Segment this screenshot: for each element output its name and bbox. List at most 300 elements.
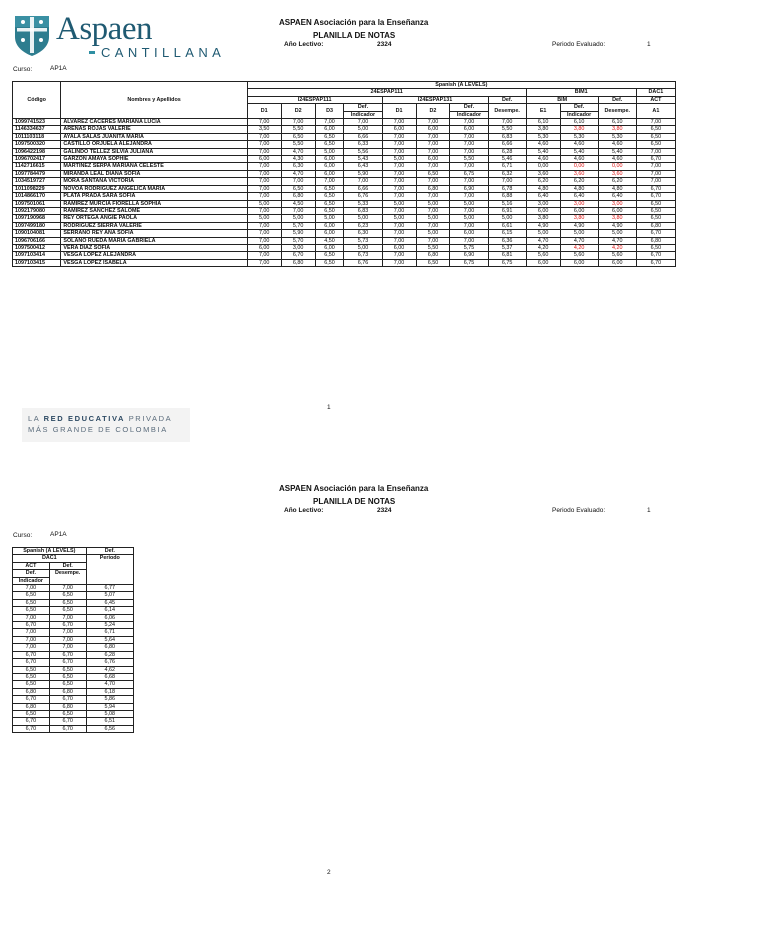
shield-icon: [12, 13, 52, 57]
grade-cell: 3,00: [598, 200, 636, 207]
grade-cell: 6,50: [315, 133, 344, 140]
grade-cell: 6,51: [86, 718, 133, 725]
grade-cell: 5,00: [560, 230, 598, 237]
grade-cell: 6,20: [526, 178, 560, 185]
grade-cell: 4,50: [315, 237, 344, 244]
grade-cell: 6,70: [13, 651, 50, 658]
grade-cell: 6,66: [344, 133, 382, 140]
grade-cell: 5,70: [281, 237, 315, 244]
student-name: VESGA LOPEZ ISABELA: [61, 259, 247, 266]
grade-cell: 6,10: [598, 119, 636, 126]
grade-cell: 3,00: [526, 200, 560, 207]
grade-cell: 6,43: [344, 163, 382, 170]
student-code: 1097500320: [13, 141, 61, 148]
grade-cell: 6,50: [49, 599, 86, 606]
student-code: 1011103118: [13, 133, 61, 140]
grade-cell: 6,28: [488, 148, 526, 155]
grade-cell: 7,00: [315, 178, 344, 185]
grade-cell: 6,50: [315, 259, 344, 266]
col-nombre: Nombres y Apellidos: [61, 82, 247, 119]
grade-cell: 5,33: [344, 200, 382, 207]
grade-cell: 6,50: [13, 607, 50, 614]
grade-cell: 7,00: [488, 119, 526, 126]
grade-cell: 7,00: [636, 178, 675, 185]
grade-cell: 5,70: [281, 222, 315, 229]
grade-cell: 6,50: [49, 666, 86, 673]
grade-cell: 4,60: [526, 141, 560, 148]
grade-cell: 5,40: [598, 148, 636, 155]
grade-cell: 5,00: [281, 215, 315, 222]
grade-cell: 5,46: [488, 156, 526, 163]
grade-cell: 6,70: [636, 252, 675, 259]
grade-cell: 6,70: [49, 718, 86, 725]
grade-cell: 5,00: [247, 200, 281, 207]
table-row: [13, 200, 676, 207]
grade-cell: 4,80: [598, 185, 636, 192]
grade-cell: 4,70: [281, 148, 315, 155]
grade-cell: 7,00: [247, 193, 281, 200]
student-code: 1096706166: [13, 237, 61, 244]
student-code: 1097190968: [13, 215, 61, 222]
grade-cell: 7,00: [450, 207, 488, 214]
table-row: [13, 688, 134, 695]
grade-cell: 6,70: [49, 622, 86, 629]
grade-cell: 6,00: [315, 230, 344, 237]
table-row: [13, 207, 676, 214]
col-codigo: Código: [13, 82, 61, 119]
grade-cell: 6,76: [86, 659, 133, 666]
year-value: 2324: [377, 41, 392, 48]
grade-cell: 7,00: [382, 237, 416, 244]
table-row: [13, 119, 676, 126]
year-value-p2: 2324: [377, 507, 392, 514]
course-value-p2: AP1A: [50, 531, 67, 538]
grade-cell: 5,00: [450, 200, 488, 207]
student-code: 1097501061: [13, 200, 61, 207]
org-name-p2: ASPAEN Asociación para la Enseñanza: [279, 484, 429, 493]
student-name: VESGA LOPEZ ALEJANDRA: [61, 252, 247, 259]
grade-cell: 6,32: [488, 170, 526, 177]
grade-cell: 7,00: [247, 207, 281, 214]
grade-cell: 5,40: [526, 148, 560, 155]
grade-cell: 6,50: [416, 170, 450, 177]
grade-cell: 6,70: [49, 659, 86, 666]
col-desempe-p2: Desempe.: [49, 570, 86, 585]
col-def: Def.: [488, 96, 526, 103]
grade-cell: 5,50: [416, 244, 450, 251]
grade-cell: 6,50: [281, 185, 315, 192]
grade-cell: 5,75: [450, 244, 488, 251]
col-desempe: Desempe.: [488, 104, 526, 119]
grade-cell: 7,00: [382, 230, 416, 237]
col-def-top: Def.: [86, 548, 133, 555]
grade-cell: 5,37: [488, 244, 526, 251]
period-value-p2: 1: [647, 507, 651, 514]
grade-cell: 7,00: [636, 148, 675, 155]
grade-cell: 6,00: [247, 156, 281, 163]
student-code: 1034519727: [13, 178, 61, 185]
grade-cell: 7,00: [382, 119, 416, 126]
grade-cell: 6,83: [488, 133, 526, 140]
grade-cell: 4,30: [281, 156, 315, 163]
grade-cell: 6,75: [450, 170, 488, 177]
table-row: [13, 607, 134, 614]
grade-cell: 6,10: [560, 119, 598, 126]
grade-cell: 6,50: [315, 193, 344, 200]
grade-cell: 5,00: [382, 200, 416, 207]
grade-cell: 6,40: [560, 193, 598, 200]
logo-wordmark: Aspaen: [56, 11, 152, 47]
table-row: [13, 222, 676, 229]
grade-cell: 6,00: [315, 244, 344, 251]
grade-cell: 6,20: [598, 178, 636, 185]
grade-cell: 6,70: [13, 718, 50, 725]
grade-cell: 5,90: [344, 170, 382, 177]
grade-cell: 7,00: [416, 222, 450, 229]
grade-cell: 6,14: [86, 607, 133, 614]
grade-cell: 6,00: [526, 207, 560, 214]
grade-cell: 6,00: [526, 259, 560, 266]
subject-header: Spanish (A LEVELS): [247, 82, 675, 89]
grade-cell: 6,75: [450, 259, 488, 266]
grade-cell: 7,00: [247, 237, 281, 244]
grade-cell: 6,77: [86, 585, 133, 592]
student-name: PLATA PRADA SARA SOFIA: [61, 193, 247, 200]
student-code: 1099741523: [13, 119, 61, 126]
grade-cell: 6,71: [488, 163, 526, 170]
grade-cell: 6,80: [49, 703, 86, 710]
grade-cell: 6,20: [560, 178, 598, 185]
grade-cell: 7,00: [382, 148, 416, 155]
table-row: [13, 666, 134, 673]
grade-cell: 7,00: [416, 133, 450, 140]
grade-cell: 6,70: [636, 185, 675, 192]
grade-cell: 7,00: [382, 207, 416, 214]
page-title-p2: PLANILLA DE NOTAS: [313, 497, 396, 506]
grade-cell: 4,60: [560, 156, 598, 163]
grade-cell: 5,00: [416, 200, 450, 207]
grade-cell: 5,56: [344, 148, 382, 155]
grade-cell: 5,50: [281, 126, 315, 133]
col-d3: D3: [315, 104, 344, 119]
col-indicador-b: Indicador: [450, 111, 488, 118]
grade-cell: 6,00: [247, 244, 281, 251]
grade-cell: 5,50: [488, 126, 526, 133]
grade-cell: 5,60: [560, 252, 598, 259]
grade-cell: 7,00: [247, 185, 281, 192]
grade-cell: 4,70: [281, 170, 315, 177]
grade-cell: 6,70: [49, 725, 86, 732]
grade-cell: 3,80: [560, 215, 598, 222]
student-code: 1092179080: [13, 207, 61, 214]
grade-cell: 5,30: [598, 133, 636, 140]
grade-cell: 4,20: [598, 244, 636, 251]
student-code: 1097500412: [13, 244, 61, 251]
grade-cell: 4,90: [560, 222, 598, 229]
grade-cell: 6,80: [13, 703, 50, 710]
grade-cell: 4,70: [86, 681, 133, 688]
grade-cell: 5,73: [344, 237, 382, 244]
grade-cell: 6,00: [315, 156, 344, 163]
table-row: [13, 644, 134, 651]
grade-cell: 6,36: [488, 237, 526, 244]
grade-cell: 5,00: [488, 215, 526, 222]
grade-cell: 7,00: [636, 119, 675, 126]
grade-cell: 5,60: [526, 252, 560, 259]
grade-cell: 6,06: [86, 614, 133, 621]
grade-cell: 6,00: [416, 156, 450, 163]
grade-cell: 7,00: [49, 636, 86, 643]
grade-cell: 6,50: [636, 207, 675, 214]
grade-cell: 6,18: [86, 688, 133, 695]
table-row: [13, 133, 676, 140]
student-name: RAMIREZ MURCIA FIORELLA SOPHIA: [61, 200, 247, 207]
student-name: RODRIGUEZ SIERRA VALERIE: [61, 222, 247, 229]
table-row: [13, 673, 134, 680]
grade-cell: 6,76: [344, 193, 382, 200]
grade-cell: 7,00: [13, 614, 50, 621]
grade-cell: 7,00: [450, 148, 488, 155]
grade-cell: 7,00: [382, 141, 416, 148]
table-row: [13, 185, 676, 192]
grade-cell: 5,00: [344, 215, 382, 222]
grade-cell: 6,15: [488, 230, 526, 237]
footer-bold: RED EDUCATIVA: [43, 414, 126, 423]
grade-cell: 0,00: [598, 163, 636, 170]
logo-accent-bar: [89, 51, 95, 54]
grade-cell: 0,00: [560, 163, 598, 170]
student-name: NOVOA RODRIGUEZ ANGELICA MARIA: [61, 185, 247, 192]
grade-cell: 5,64: [86, 636, 133, 643]
footer-line-1: [28, 414, 172, 423]
grade-cell: 6,70: [49, 651, 86, 658]
table-row: [13, 703, 134, 710]
year-label-p2: Año Lectivo:: [284, 507, 324, 514]
col-indicador-p2: Indicador: [13, 577, 50, 584]
table-row: [13, 629, 134, 636]
grade-cell: 3,50: [247, 126, 281, 133]
table-row: [13, 681, 134, 688]
table-row: [13, 193, 676, 200]
grade-cell: 7,00: [382, 259, 416, 266]
grade-cell: 5,40: [560, 148, 598, 155]
grade-cell: 7,00: [49, 614, 86, 621]
subject-header-p2: Spanish (A LEVELS): [13, 548, 87, 555]
student-name: GALINDO TELLEZ SILVIA JULIANA: [61, 148, 247, 155]
grade-cell: 6,90: [450, 185, 488, 192]
grade-cell: 7,00: [247, 133, 281, 140]
student-code: 1090104081: [13, 230, 61, 237]
grade-cell: 3,00: [281, 244, 315, 251]
col-indicador-c: Indicador: [560, 111, 598, 118]
student-name: MIRANDA LEAL DIANA SOFIA: [61, 170, 247, 177]
grade-cell: 5,08: [86, 710, 133, 717]
col-a1: A1: [636, 104, 675, 119]
student-name: ALVAREZ CACERES MARIANA LUCIA: [61, 119, 247, 126]
table-row: [13, 126, 676, 133]
grade-cell: 7,00: [382, 170, 416, 177]
student-name: SOLANO RUEDA MARIA GABRIELA: [61, 237, 247, 244]
grade-cell: 6,45: [86, 599, 133, 606]
grade-cell: 7,00: [247, 178, 281, 185]
student-code: 1011098229: [13, 185, 61, 192]
grade-cell: 6,00: [382, 126, 416, 133]
col-e1: E1: [526, 104, 560, 119]
col-d1b: D1: [382, 104, 416, 119]
grade-cell: 4,60: [598, 141, 636, 148]
grade-cell: 6,50: [49, 673, 86, 680]
grade-cell: 6,00: [382, 244, 416, 251]
grade-cell: 7,00: [13, 585, 50, 592]
grade-cell: 5,00: [315, 215, 344, 222]
grade-cell: 6,50: [315, 252, 344, 259]
grade-cell: 7,00: [382, 178, 416, 185]
table-row: [13, 170, 676, 177]
student-name: AYALA SALAS JUANITA MARIA: [61, 133, 247, 140]
grade-cell: 6,50: [281, 133, 315, 140]
grade-cell: 6,80: [13, 688, 50, 695]
grade-cell: 4,20: [560, 244, 598, 251]
grade-cell: 6,50: [636, 200, 675, 207]
grade-cell: 5,00: [450, 215, 488, 222]
grade-cell: 6,50: [49, 592, 86, 599]
grade-cell: 5,00: [315, 148, 344, 155]
grade-cell: 6,88: [488, 193, 526, 200]
grade-cell: 6,73: [344, 252, 382, 259]
grade-cell: 5,00: [526, 230, 560, 237]
grade-cell: 7,00: [49, 629, 86, 636]
grade-cell: 7,00: [344, 119, 382, 126]
footer-line-2: MÁS GRANDE DE COLOMBIA: [28, 425, 168, 434]
year-label: Año Lectivo:: [284, 41, 324, 48]
grade-cell: 6,50: [13, 592, 50, 599]
grade-cell: 4,62: [86, 666, 133, 673]
grade-cell: 7,00: [247, 222, 281, 229]
table-row: [13, 725, 134, 732]
student-code: 1097103414: [13, 252, 61, 259]
grade-cell: 3,80: [598, 126, 636, 133]
col-act-p2: ACT: [13, 562, 50, 569]
grade-cell: 5,00: [382, 215, 416, 222]
col-d1: D1: [247, 104, 281, 119]
table-row: [13, 215, 676, 222]
student-code: 1014866170: [13, 193, 61, 200]
course-label-p2: Curso:: [13, 532, 33, 539]
grade-cell: 3,60: [598, 170, 636, 177]
grade-cell: 6,40: [598, 193, 636, 200]
course-value: AP1A: [50, 65, 67, 72]
grade-cell: 6,50: [636, 244, 675, 251]
col-def-ind-b: Def.: [450, 104, 488, 111]
student-name: ARENAS ROJAS VALERIE: [61, 126, 247, 133]
grade-cell: 6,50: [416, 259, 450, 266]
grade-cell: 7,00: [450, 141, 488, 148]
student-code: 1097499180: [13, 222, 61, 229]
grade-cell: 5,24: [86, 622, 133, 629]
grade-cell: 4,50: [281, 200, 315, 207]
table-row: [13, 156, 676, 163]
grade-cell: 6,50: [315, 185, 344, 192]
grade-cell: 7,00: [416, 178, 450, 185]
col-periodo: Periodo: [86, 555, 133, 585]
grade-cell: 6,80: [281, 193, 315, 200]
table-row: [13, 710, 134, 717]
grade-cell: 6,00: [315, 170, 344, 177]
grade-cell: 4,80: [526, 185, 560, 192]
grade-cell: 7,00: [247, 148, 281, 155]
grade-cell: 5,43: [344, 156, 382, 163]
grade-cell: 6,50: [315, 200, 344, 207]
footer-banner: [22, 408, 190, 442]
grade-cell: 5,00: [344, 244, 382, 251]
grade-cell: 5,86: [86, 696, 133, 703]
grade-cell: 6,68: [86, 673, 133, 680]
grade-cell: 6,33: [344, 141, 382, 148]
footer-pre: LA: [28, 414, 44, 423]
logo-subtitle: CANTILLANA: [101, 45, 226, 60]
grade-cell: 6,00: [598, 259, 636, 266]
grade-cell: 7,00: [247, 230, 281, 237]
col-d2b: D2: [416, 104, 450, 119]
course-label: Curso:: [13, 66, 33, 73]
grade-cell: 3,60: [526, 170, 560, 177]
grade-cell: 6,81: [488, 252, 526, 259]
grade-cell: 6,70: [281, 252, 315, 259]
grade-cell: 6,80: [281, 259, 315, 266]
table-row: [13, 163, 676, 170]
col-def-p2: Def.: [49, 562, 86, 569]
grade-cell: 6,75: [488, 259, 526, 266]
col-def-ind-p2: Def.: [13, 570, 50, 577]
grades-table: [12, 81, 676, 267]
group-dac1-p2: DAC1: [13, 555, 87, 562]
grade-cell: 7,00: [416, 148, 450, 155]
grade-cell: 7,00: [49, 644, 86, 651]
grade-cell: 4,70: [560, 237, 598, 244]
group-i24espap131: I24ESPAP131: [382, 96, 488, 103]
grade-cell: 4,90: [526, 222, 560, 229]
grade-cell: 7,00: [450, 163, 488, 170]
student-name: RAMIREZ SANCHEZ SALOME: [61, 207, 247, 214]
grade-cell: 7,00: [416, 207, 450, 214]
grade-cell: 6,50: [49, 710, 86, 717]
grade-cell: 6,71: [86, 629, 133, 636]
grade-cell: 6,70: [13, 696, 50, 703]
table-row: [13, 244, 676, 251]
grade-cell: 7,00: [315, 119, 344, 126]
grade-cell: 6,23: [344, 222, 382, 229]
grade-cell: 4,60: [526, 156, 560, 163]
grade-cell: 6,00: [315, 222, 344, 229]
col-desempe-bim: Desempe.: [598, 104, 636, 119]
grade-cell: 6,10: [526, 119, 560, 126]
student-name: MARTINEZ SERPA MARIANA CELESTE: [61, 163, 247, 170]
grade-cell: 7,00: [247, 252, 281, 259]
table-row: [13, 178, 676, 185]
grade-cell: 7,00: [636, 163, 675, 170]
grade-cell: 6,76: [344, 259, 382, 266]
grade-cell: 3,80: [598, 215, 636, 222]
grade-cell: 7,00: [281, 119, 315, 126]
student-name: SERRANO REY ANA SOFIA: [61, 230, 247, 237]
grade-cell: 4,60: [598, 156, 636, 163]
grade-cell: 6,50: [636, 133, 675, 140]
grade-cell: 7,00: [416, 141, 450, 148]
grade-cell: 6,50: [13, 710, 50, 717]
table-row: [13, 599, 134, 606]
grade-cell: 6,80: [416, 252, 450, 259]
col-bim-def: Def.: [598, 96, 636, 103]
